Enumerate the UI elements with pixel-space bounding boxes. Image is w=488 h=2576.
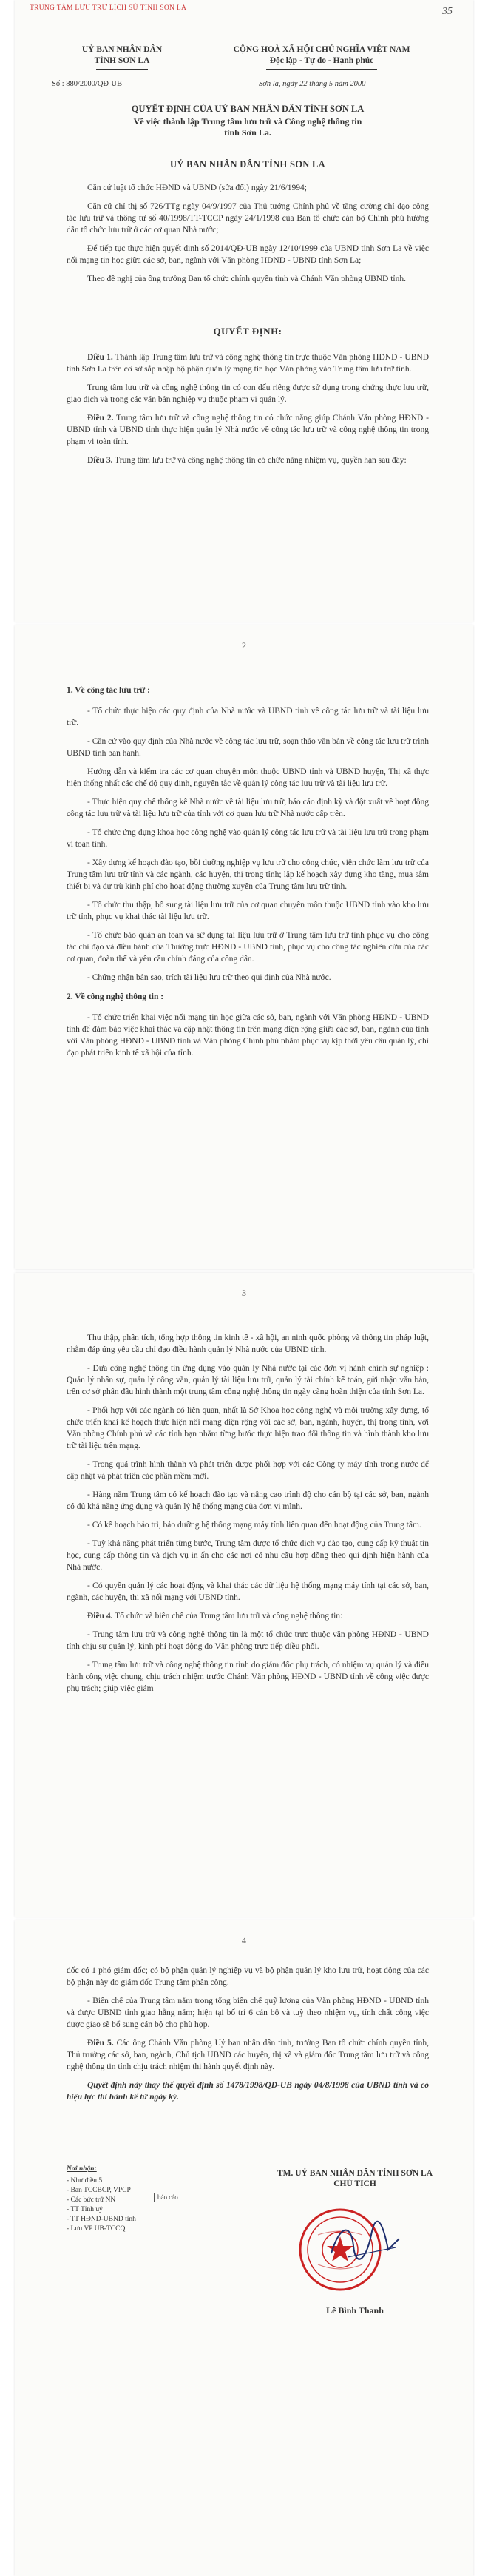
article-2: Điều 2. Trung tâm lưu trữ và công nghệ thông tin có chức năng giúp Chánh Văn phòng HĐND - UBND tỉnh và UBND tỉnh thực hiện quản lý Nhà nước về công tác lưu trữ và công nghệ thông tin trong phạm vi toàn tỉnh. bbox=[67, 414, 429, 446]
page-3 bbox=[15, 1273, 473, 1917]
section-1-item: - Tổ chức bảo quản an toàn và sử dụng tài liệu lưu trữ ở Trung tâm lưu trữ tỉnh phục vụ cho công tác chỉ đạo và điều hành của Thường trực HĐND - UBND tỉnh, phục vụ cho công tác nghiên cứu của các cơ quan, đoàn thể và yêu cầu chính đáng của công dân. bbox=[67, 931, 429, 964]
section-1-item: - Xây dựng kế hoạch đào tạo, bồi dưỡng nghiệp vụ lưu trữ cho công chức, viên chức làm lưu trữ của Trung tâm lưu trữ tỉnh và các ngành, các huyện, thị trong tỉnh; lập kế hoạch xây dựng kho tàng, mua sắm thiết bị và dự trù kinh phí cho hoạt động thường xuyên của Trung tâm lưu trữ tỉnh. bbox=[67, 858, 429, 891]
section-2-item: - Tuỳ khả năng phát triển từng bước, Trung tâm được tổ chức dịch vụ đào tạo, cung cấp kỹ thuật tin học, cung cấp thông tin và dịch vụ in ấn cho các nơi có nhu cầu hợp đồng theo qui định hiện hành của Nhà nước. bbox=[67, 1539, 429, 1572]
section-2-item: - Có quyền quản lý các hoạt động và khai thác các dữ liệu hệ thống mạng máy tính tại các sở, ban, ngành, các huyện, thị xã nối mạng với UBND tỉnh. bbox=[67, 1581, 429, 1602]
page-corner-mark: 35 bbox=[442, 6, 453, 17]
sign-title: CHỦ TỊCH bbox=[333, 2179, 376, 2188]
article-4-continued: đốc có 1 phó giám đốc; có bộ phận quản lý nghiệp vụ và bộ phận quản lý kho lưu trữ, hoạt động của các bộ phận này do giám đốc Trung tâm phân công. bbox=[67, 1966, 429, 1987]
section-1-item: - Tổ chức thực hiện các quy định của Nhà nước và UBND tỉnh về công tác lưu trữ và tài liệu lưu trữ. bbox=[67, 707, 429, 727]
section-2-item: - Có kế hoạch bảo trì, bảo dưỡng hệ thống mạng máy tính liên quan đến hoạt động của Trung tâm. bbox=[87, 1521, 421, 1530]
decision-heading: QUYẾT ĐỊNH: bbox=[213, 326, 282, 337]
page-number: 4 bbox=[242, 1935, 246, 1946]
article-4-item: - Biên chế của Trung tâm nằm trong tổng biên chế quỹ lương của Văn phòng HĐND - UBND tỉnh và được UBND tỉnh giao hằng năm; hiện tại bố trí 6 cán bộ và tuỳ theo nhiệm vụ, tính chất công việc được giao sẽ bổ sung cán bộ cho phù hợp. bbox=[67, 1997, 429, 2029]
recipient-item: - TT Tỉnh uỷ bbox=[67, 2206, 103, 2213]
header-rule-left bbox=[96, 69, 148, 70]
preamble-item: Để tiếp tục thực hiện quyết định số 2014/QĐ-UB ngày 12/10/1999 của UBND tỉnh Sơn La về việc nối mạng tin học giữa các sở, ban, ngành với Văn phòng HĐND - UBND tỉnh Sơn La; bbox=[67, 244, 429, 265]
section-2-item: - Tổ chức triển khai việc nối mạng tin học giữa các sở, ban, ngành với Văn phòng HĐND - UBND tỉnh để đảm bảo việc khai thác và cập nhật thông tin trên mạng diện rộng giữa các sở, ban, ngành của tỉnh với Văn phòng HĐND - UBND tỉnh và Văn phòng Chính phủ nhằm phục vụ kịp thời yêu cầu quản lý, chỉ đạo phát triển kinh tế xã hội của tỉnh. bbox=[67, 1013, 429, 1057]
national-motto: CỘNG HOÀ XÃ HỘI CHỦ NGHĨA VIỆT NAM Độc lập - Tự do - Hạnh phúc bbox=[200, 44, 444, 70]
issuing-organization: UỶ BAN NHÂN DÂN TỈNH SƠN LA bbox=[52, 44, 192, 70]
preamble-item: Theo đề nghị của ông trưởng Ban tổ chức chính quyền tỉnh và Chánh Văn phòng UBND tỉnh. bbox=[87, 275, 406, 283]
section-1-title: 1. Về công tác lưu trữ : bbox=[67, 686, 150, 695]
sign-organization: TM. UỶ BAN NHÂN DÂN TỈNH SƠN LA bbox=[277, 2169, 433, 2178]
page-number: 3 bbox=[242, 1288, 246, 1298]
article-1-para: Trung tâm lưu trữ và công nghệ thông tin có con dấu riêng được sử dụng trong chứng thực lưu trữ, giao dịch và trong các văn bản nghiệp vụ thuộc phạm vi quản lý. bbox=[67, 383, 429, 404]
recipient-item: - Các bức trữ NN bbox=[67, 2196, 116, 2204]
section-1-item: - Tổ chức thu thập, bổ sung tài liệu lưu trữ của cơ quan chuyên môn thuộc UBND tỉnh vào kho lưu trữ tỉnh, phục vụ khai thác tài liệu lưu trữ. bbox=[67, 901, 429, 921]
article-4-item: - Trung tâm lưu trữ và công nghệ thông tin là một tổ chức trực thuộc văn phòng HĐND - UBND tỉnh chịu sự quản lý, kinh phí hoạt động do Văn phòng trực tiếp điều phối. bbox=[67, 1630, 429, 1651]
preamble-item: Căn cứ luật tổ chức HĐND và UBND (sửa đổi) ngày 21/6/1994; bbox=[87, 184, 307, 192]
section-1-item: - Chứng nhận bản sao, trích tài liệu lưu trữ theo qui định của Nhà nước. bbox=[87, 973, 331, 982]
signature-block bbox=[259, 2169, 451, 2188]
recipient-item: - Ban TCCBCP, VPCP bbox=[67, 2187, 131, 2194]
document-date: Sơn la, ngày 22 tháng 5 năm 2000 bbox=[259, 80, 366, 88]
section-2-item: - Đưa công nghệ thông tin ứng dụng vào quản lý Nhà nước tại các đơn vị hành chính sự nghiệp : Quản lý nhân sự, quản lý công văn, quản lý tài liệu lưu trữ, quản lý tài chính kế toán, gửi nhận văn bản, trên cơ sở phân đầu hình thành một trung tâm công nghệ thông tin ngày càng hoàn thiện của tỉnh Sơn La. bbox=[67, 1364, 429, 1396]
recipients-note: báo cáo bbox=[154, 2193, 180, 2202]
preamble-item: Căn cứ chỉ thị số 726/TTg ngày 04/9/1997 của Thủ tướng Chính phủ về tăng cường chỉ đạo công tác lưu trữ và thông tư số 40/1998/TT-TCCP ngày 24/1/1998 của Ban tổ chức cán bộ Chính phủ hướng dẫn tổ chức lưu trữ ở các cơ quan Nhà nước; bbox=[67, 202, 429, 235]
article-3: Điều 3. Trung tâm lưu trữ và công nghệ thông tin có chức năng nhiệm vụ, quyền hạn sau đây: bbox=[87, 456, 407, 465]
decision-title: QUYẾT ĐỊNH CỦA UỶ BAN NHÂN DÂN TỈNH SƠN LA bbox=[131, 104, 365, 114]
recipients-list bbox=[67, 2165, 229, 2234]
effect-clause: Quyết định này thay thế quyết định số 1478/1998/QĐ-UB ngày 04/8/1998 của UBND tỉnh và có hiệu lực thi hành kể từ ngày ký. bbox=[67, 2081, 429, 2102]
article-4: Điều 4. Tổ chức và biên chế của Trung tâm lưu trữ và công nghệ thông tin: bbox=[87, 1612, 343, 1621]
article-1: Điều 1. Thành lập Trung tâm lưu trữ và công nghệ thông tin trực thuộc Văn phòng HĐND - UBND tỉnh Sơn La trên cơ sở sắp nhập bộ phận quản lý mạng tin học Văn phòng vào Trung tâm lưu trữ tỉnh. bbox=[67, 353, 430, 374]
signer-name: Lê Bình Thanh bbox=[326, 2305, 384, 2316]
signature-icon bbox=[325, 2216, 407, 2268]
section-2-item: - Phối hợp với các ngành có liên quan, nhất là Sở Khoa học công nghệ và môi trường xây dựng, tổ chức triển khai kế hoạch thực hiện nối mạng diện rộng với các sở, ban, ngành, huyện, thị trong tỉnh, với Văn phòng Chính phủ và các tỉnh bạn nhằm từng bước thực hiện trao đổi thông tin và hình thành kho lưu trữ tài liệu trên mạng. bbox=[67, 1406, 429, 1450]
page-2-body bbox=[67, 685, 429, 1066]
section-2-item: Thu thập, phân tích, tổng hợp thông tin kinh tế - xã hội, an ninh quốc phòng và thông tin pháp luật, nhằm đáp ứng yêu cầu chỉ đạo điều hành quản lý Nhà nước của UBND tỉnh. bbox=[67, 1334, 429, 1354]
section-2-item: - Hàng năm Trung tâm có kế hoạch đào tạo và nâng cao trình độ cho cán bộ tại các sở, ban, ngành có đủ khả năng ứng dụng và quản lý hệ thống mạng của đơn vị mình. bbox=[67, 1490, 429, 1511]
page-2 bbox=[15, 625, 473, 1269]
section-2-item: - Trong quá trình hình thành và phát triển được phối hợp với các Công ty máy tính trong nước để cập nhật và phát triển các phần mềm mới. bbox=[67, 1460, 429, 1481]
article-4-item: - Trung tâm lưu trữ và công nghệ thông tin tỉnh do giám đốc phụ trách, có nhiệm vụ quản lý và điều hành công việc chung, chịu trách nhiệm trước Chánh Văn phòng HĐND - UBND tỉnh về công việc được phụ trách; giúp việc giám bbox=[67, 1661, 429, 1693]
section-1-item: - Căn cứ vào quy định của Nhà nước về công tác lưu trữ, soạn thảo văn bản về công tác lưu trữ trình UBND tỉnh ban hành. bbox=[67, 737, 429, 758]
recipient-item: - TT HĐND-UBND tỉnh bbox=[67, 2216, 136, 2223]
articles-1-3 bbox=[67, 352, 429, 473]
document-number: Số : 880/2000/QĐ-UB bbox=[52, 80, 123, 88]
section-1-item: Hướng dẫn và kiểm tra các cơ quan chuyên môn thuộc UBND tỉnh và UBND huyện, Thị xã thực hiện thống nhất các chế độ quy định, nguyên tắc về quản lý công tác lưu trữ và tài liệu lưu trữ. bbox=[67, 767, 429, 788]
article-5: Điều 5. Các ông Chánh Văn phòng Uỷ ban nhân dân tỉnh, trưởng Ban tổ chức chính quyền tỉnh, Thủ trưởng các sở, ban, ngành, Chủ tịch UBND các huyện, thị xã và giám đốc Trung tâm lưu trữ và công nghệ thông tin tỉnh chịu trách nhiệm thi hành quyết định này. bbox=[67, 2039, 429, 2071]
page-1 bbox=[15, 0, 473, 622]
section-2-title: 2. Về công nghệ thông tin : bbox=[67, 992, 164, 1001]
preamble bbox=[67, 182, 429, 292]
page-number: 2 bbox=[242, 640, 246, 650]
recipient-item: - Lưu VP UB-TCCQ bbox=[67, 2225, 126, 2233]
page-3-body bbox=[67, 1332, 429, 1701]
section-1-item: - Tổ chức ứng dụng khoa học công nghệ vào quản lý công tác lưu trữ và tài liệu lưu trữ trong phạm vi toàn tỉnh. bbox=[67, 828, 429, 849]
recipients-label: Nơi nhận: bbox=[67, 2165, 97, 2173]
issuer-heading: UỶ BAN NHÂN DÂN TỈNH SƠN LA bbox=[170, 159, 325, 169]
header-rule-right bbox=[266, 69, 377, 70]
page-4 bbox=[15, 1920, 473, 2576]
section-1-item: - Thực hiện quy chế thống kê Nhà nước về tài liệu lưu trữ, báo cáo định kỳ và đột xuất về hoạt động công tác lưu trữ và tài liệu lưu trữ của tỉnh với cơ quan lưu trữ Nhà nước cấp trên. bbox=[67, 798, 429, 818]
recipient-item: - Như điều 5 bbox=[67, 2177, 103, 2185]
decision-subject: Về việc thành lập Trung tâm lưu trữ và Công nghệ thông tin tỉnh Sơn La. bbox=[133, 116, 362, 138]
archive-banner: TRUNG TÂM LƯU TRỮ LỊCH SỬ TỈNH SƠN LA bbox=[30, 4, 187, 12]
page-4-body bbox=[67, 1965, 429, 2110]
